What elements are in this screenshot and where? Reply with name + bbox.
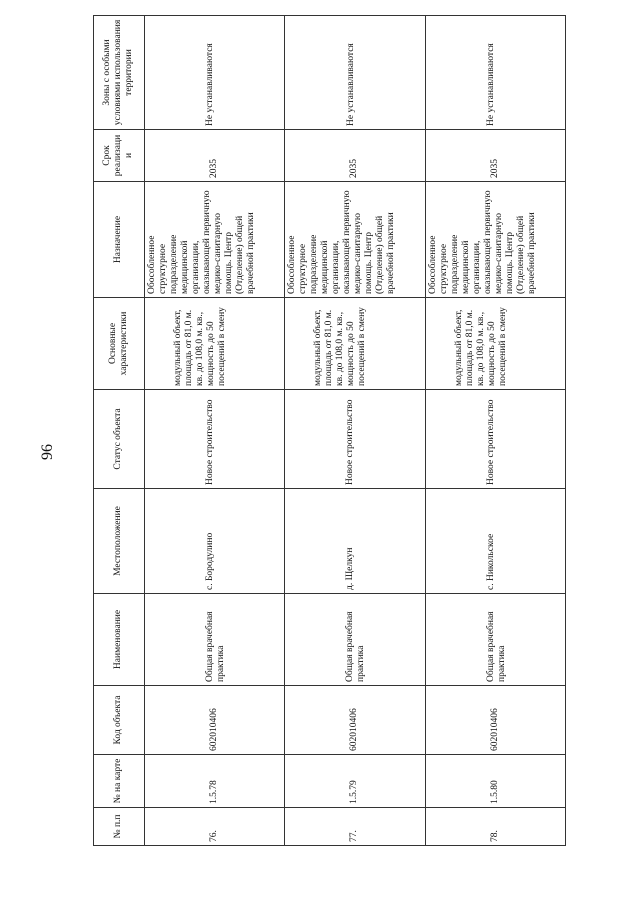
cell-num: 76. [144, 808, 284, 846]
objects-table [93, 15, 566, 846]
cell-card: 1.5.79 [285, 755, 425, 808]
cell-status: Новое строительство [144, 390, 284, 489]
cell-zones: Не устанавливаются [144, 16, 284, 130]
cell-name: Общая врачебная практика [144, 594, 284, 686]
cell-status: Новое строительство [425, 390, 566, 489]
cell-characteristics: модульный объект, площадь от 81,0 м. кв. до 108,0 м. кв., мощность до 50 посещений в смену [425, 298, 566, 390]
cell-code: 602010406 [144, 686, 284, 755]
cell-zones: Не устанавливаются [425, 16, 566, 130]
table-row [144, 16, 284, 846]
cell-code: 602010406 [425, 686, 566, 755]
header-characteristics: Основные характеристики [94, 298, 145, 390]
cell-num: 78. [425, 808, 566, 846]
cell-status: Новое строительство [285, 390, 425, 489]
cell-characteristics: модульный объект, площадь от 81,0 м. кв. до 108,0 м. кв., мощность до 50 посещений в смену [144, 298, 284, 390]
cell-code: 602010406 [285, 686, 425, 755]
cell-term: 2035 [144, 130, 284, 182]
cell-zones: Не устанавливаются [285, 16, 425, 130]
header-location: Местоположение [94, 489, 145, 594]
cell-purpose: Обособленное структурное подразделение медицинской организации, оказывающей первичную медико-санитарную помощь. Центр (Отделение) общей врачебной практики [144, 182, 284, 298]
table-header-row [94, 16, 145, 846]
cell-term: 2035 [285, 130, 425, 182]
cell-name: Общая врачебная практика [425, 594, 566, 686]
cell-characteristics: модульный объект, площадь от 81,0 м. кв. до 108,0 м. кв., мощность до 50 посещений в смену [285, 298, 425, 390]
cell-name: Общая врачебная практика [285, 594, 425, 686]
header-status: Статус объекта [94, 390, 145, 489]
header-num: № п.п [94, 808, 145, 846]
header-code: Код объекта [94, 686, 145, 755]
cell-purpose: Обособленное структурное подразделение медицинской организации, оказывающей первичную медико-санитарную помощь. Центр (Отделение) общей врачебной практики [285, 182, 425, 298]
cell-location: д. Щелкун [285, 489, 425, 594]
rotated-table-container [93, 16, 566, 846]
cell-card: 1.5.80 [425, 755, 566, 808]
cell-term: 2035 [425, 130, 566, 182]
header-name: Наименование [94, 594, 145, 686]
cell-num: 77. [285, 808, 425, 846]
page-number: 96 [39, 444, 56, 460]
header-term: Срок реализации [94, 130, 145, 182]
cell-location: с. Бородулино [144, 489, 284, 594]
header-card: № на карте [94, 755, 145, 808]
table-row [285, 16, 425, 846]
header-purpose: Назначение [94, 182, 145, 298]
cell-purpose: Обособленное структурное подразделение медицинской организации, оказывающей первичную медико-санитарную помощь. Центр (Отделение) общей врачебной практики [425, 182, 566, 298]
header-zones: Зоны с особыми условиями использования территории [94, 16, 145, 130]
cell-card: 1.5.78 [144, 755, 284, 808]
table-row [425, 16, 566, 846]
cell-location: с. Никольское [425, 489, 566, 594]
